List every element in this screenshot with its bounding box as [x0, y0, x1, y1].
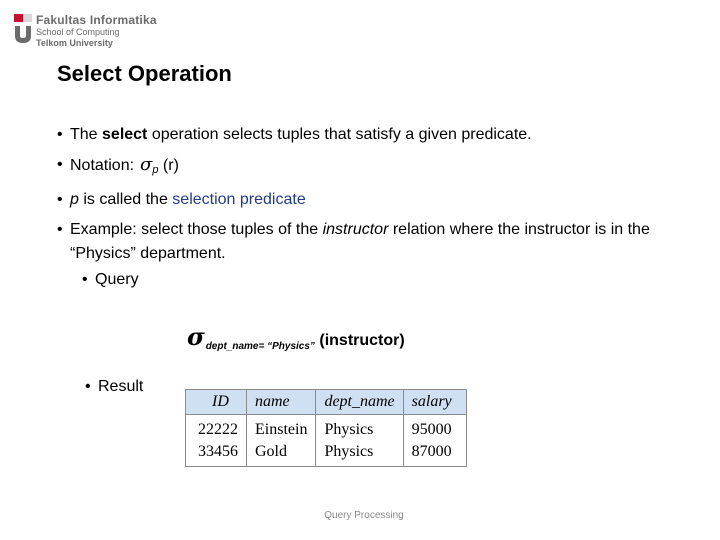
column-header-id: ID — [186, 390, 247, 415]
bullet-query: • Query — [82, 268, 697, 292]
table-row — [186, 441, 467, 467]
column-header-salary: salary — [403, 390, 466, 415]
bullet-select-definition: • The select operation selects tuples that satisfy a given predicate. — [57, 123, 697, 147]
bullet-list — [57, 123, 697, 298]
result-table — [185, 389, 467, 467]
cell-name: Gold — [247, 441, 316, 467]
column-header-dept-name: dept_name — [316, 390, 403, 415]
logo — [14, 12, 164, 48]
cell-salary: 87000 — [403, 441, 466, 467]
bullet-example: • Example: select those tuples of the instructor relation where the instructor is in the “Physics” department. — [57, 218, 697, 266]
bullet-selection-predicate: • p is called the selection predicate — [57, 188, 697, 212]
logo-line-2: School of Computing — [36, 27, 120, 37]
bullet-result: • Result — [85, 378, 143, 396]
cell-name: Einstein — [247, 415, 316, 442]
footer-text: Query Processing — [324, 510, 404, 521]
cell-dept-name: Physics — [316, 415, 403, 442]
query-expression — [187, 322, 405, 352]
table-header-row — [186, 390, 467, 415]
query-predicate: dept_name= “Physics” — [205, 341, 315, 352]
sigma-symbol: σ — [140, 154, 153, 175]
bullet-notation: • Notation: σp (r) — [57, 153, 697, 182]
slide-title: Select Operation — [57, 61, 232, 86]
query-sigma: σ — [187, 322, 205, 351]
logo-line-1: Fakultas Informatika — [36, 13, 157, 27]
column-header-name: name — [247, 390, 316, 415]
table-row — [186, 415, 467, 442]
cell-dept-name: Physics — [316, 441, 403, 467]
cell-id: 22222 — [198, 421, 238, 438]
logo-line-3: Telkom University — [36, 38, 113, 48]
telkom-logo-icon — [14, 14, 32, 44]
cell-salary: 95000 — [403, 415, 466, 442]
cell-id: 33456 — [198, 443, 238, 460]
query-relation: (instructor) — [314, 332, 405, 349]
